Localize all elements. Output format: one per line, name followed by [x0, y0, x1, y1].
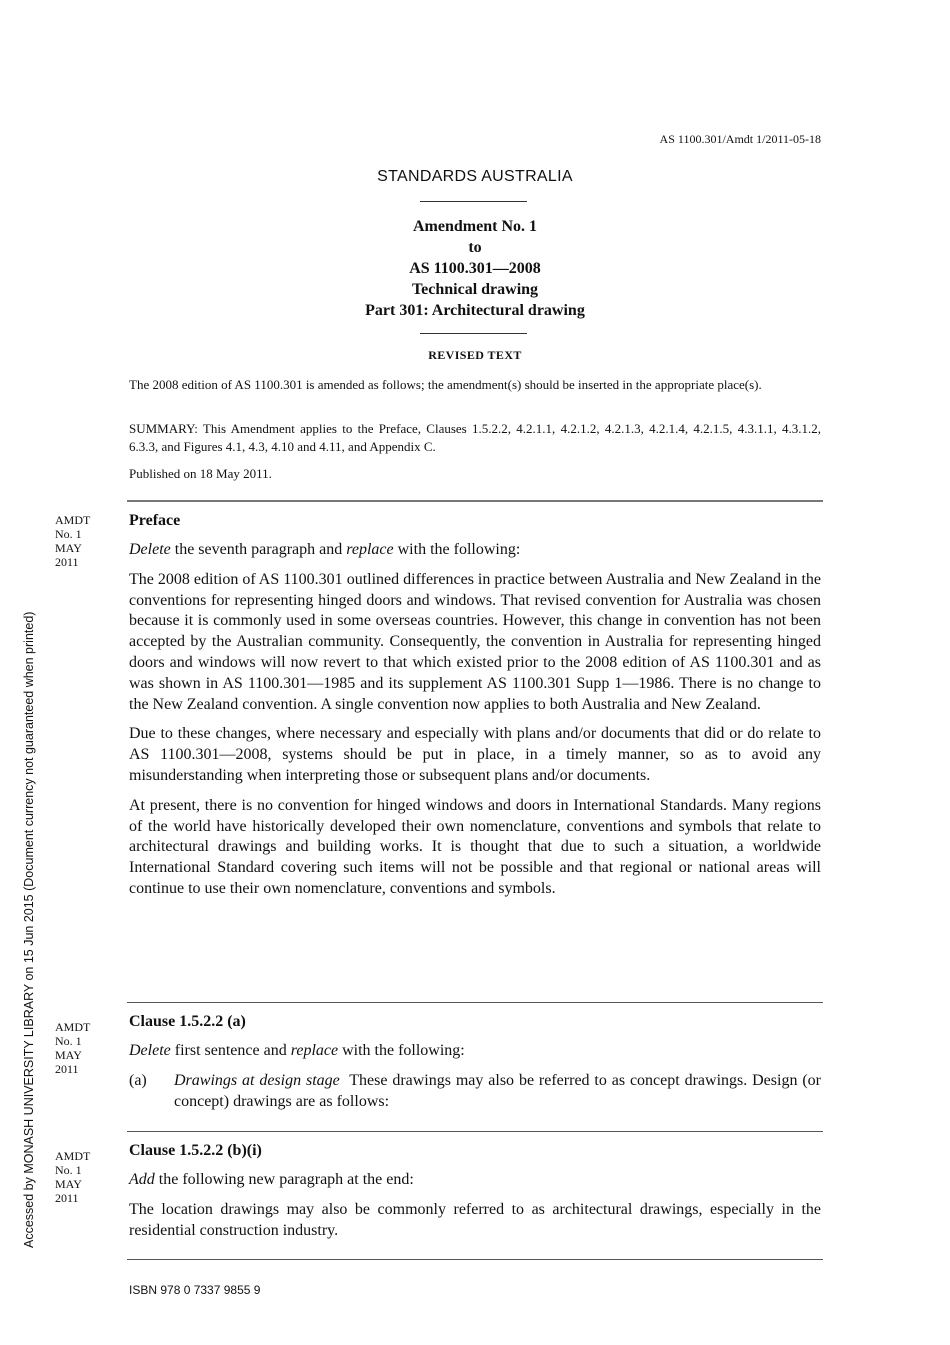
amdt-number: No. 1 [55, 527, 82, 541]
published-date: Published on 18 May 2011. [129, 466, 272, 481]
section-divider [127, 1002, 823, 1003]
title-divider-top [420, 201, 527, 202]
isbn: ISBN 978 0 7337 9855 9 [129, 1283, 261, 1297]
amdt-number: No. 1 [55, 1034, 82, 1048]
list-item-title: Drawings at design stage [174, 1071, 340, 1089]
amdt-year: 2011 [55, 1062, 79, 1076]
title-line-1: Amendment No. 1 [413, 218, 537, 235]
instruction-text: the seventh paragraph and [170, 541, 347, 558]
amdt-number: No. 1 [55, 1163, 82, 1177]
section-instruction [129, 1170, 821, 1191]
amdt-year: 2011 [55, 1191, 79, 1205]
instruction-verb: Delete [129, 541, 171, 558]
section-divider [127, 1131, 823, 1132]
revised-text-label: REVISED TEXT [428, 348, 522, 362]
section-heading: Preface [129, 512, 181, 529]
body-paragraph: The 2008 edition of AS 1100.301 outlined differences in practice between Australia and New Zealand in the conventions for representing hinged doors and windows. That revised convention for Australia was chosen because it is commonly used in some overseas countries. However, this change in convention has not been accepted by the Australian community. Consequently, the convention in Australia for representing hinged doors and windows will now revert to that which existed prior to the 2008 edition of AS 1100.301 and as was shown in AS 1100.301—1985 and its supplement AS 1100.301 Supp 1—1986. There is no change to the New Zealand convention. A single convention now applies to both Australia and New Zealand. [129, 570, 821, 713]
amdt-label: AMDT [55, 1020, 91, 1034]
amendment-marker [55, 1020, 115, 1076]
instruction-text: with the following: [393, 541, 521, 558]
section-heading: Clause 1.5.2.2 (a) [129, 1013, 246, 1030]
access-watermark: Accessed by MONASH UNIVERSITY LIBRARY on 15 Jun 2015 (Document currency not guaranteed when printed) [22, 611, 36, 1248]
document-reference: AS 1100.301/Amdt 1/2011-05-18 [659, 132, 821, 146]
instruction-text: with the following: [338, 1042, 465, 1059]
section-instruction [129, 1041, 821, 1062]
amdt-month: MAY [55, 541, 82, 555]
amendment-marker [55, 1149, 115, 1205]
instruction-verb: Delete [129, 1042, 171, 1059]
intro-paragraph: The 2008 edition of AS 1100.301 is amended as follows; the amendment(s) should be inserted in the appropriate place(s). [129, 377, 762, 392]
summary-paragraph: SUMMARY: This Amendment applies to the Preface, Clauses 1.5.2.2, 4.2.1.1, 4.2.1.2, 4.2.1.3, 4.2.1.4, 4.2.1.5, 4.3.1.1, 4.3.1.2, 6.3.3, and Figures 4.1, 4.3, 4.10 and 4.11, and Appendix C. [129, 421, 821, 454]
amdt-year: 2011 [55, 555, 79, 569]
body-paragraph: At present, there is no convention for hinged windows and doors in International Standards. Many regions of the world have historically developed their own nomenclature, conventions and symbols that relate to architectural drawings and building works. It is thought that due to such a situation, a worldwide International Standard covering such items will not be possible and that regional or national areas will continue to use their own nomenclature, conventions and symbols. [129, 796, 821, 897]
instruction-verb: Add [129, 1171, 155, 1188]
list-item-label: (a) [129, 1071, 147, 1089]
amdt-label: AMDT [55, 1149, 91, 1163]
title-divider-bottom [420, 333, 527, 334]
amdt-label: AMDT [55, 513, 91, 527]
amdt-month: MAY [55, 1177, 82, 1191]
list-item-body: These drawings may also be referred to as concept drawings. Design (or concept) drawings are as follows: [174, 1071, 825, 1110]
instruction-verb: replace [290, 1042, 339, 1059]
amendment-title [0, 216, 950, 321]
list-item-text [174, 1071, 825, 1113]
section-divider [127, 1259, 823, 1260]
title-line-3: AS 1100.301—2008 [409, 260, 541, 277]
body-paragraph: The location drawings may also be commonly referred to as architectural drawings, especially in the residential construction industry. [129, 1200, 821, 1239]
list-item [129, 1071, 825, 1113]
section-instruction [129, 540, 821, 561]
section-divider [127, 500, 823, 502]
instruction-text: first sentence and [170, 1042, 291, 1059]
amdt-month: MAY [55, 1048, 82, 1062]
title-line-5: Part 301: Architectural drawing [365, 302, 585, 319]
organization-name: STANDARDS AUSTRALIA [377, 168, 573, 185]
title-line-2: to [468, 239, 482, 256]
body-paragraph: Due to these changes, where necessary and especially with plans and/or documents that did or do relate to AS 1100.301—2008, systems should be put in place, in a timely manner, so as to avoid any misunderstanding when interpreting those or subsequent plans and/or documents. [129, 725, 821, 784]
section-heading: Clause 1.5.2.2 (b)(i) [129, 1142, 262, 1159]
clause-1-5-2-2-a-section [129, 1012, 825, 1112]
preface-section [129, 511, 821, 909]
amendment-marker [55, 513, 115, 569]
clause-1-5-2-2-b-i-section [129, 1141, 821, 1250]
instruction-verb: replace [346, 541, 394, 558]
instruction-text: the following new paragraph at the end: [154, 1171, 414, 1188]
title-line-4: Technical drawing [411, 281, 539, 298]
